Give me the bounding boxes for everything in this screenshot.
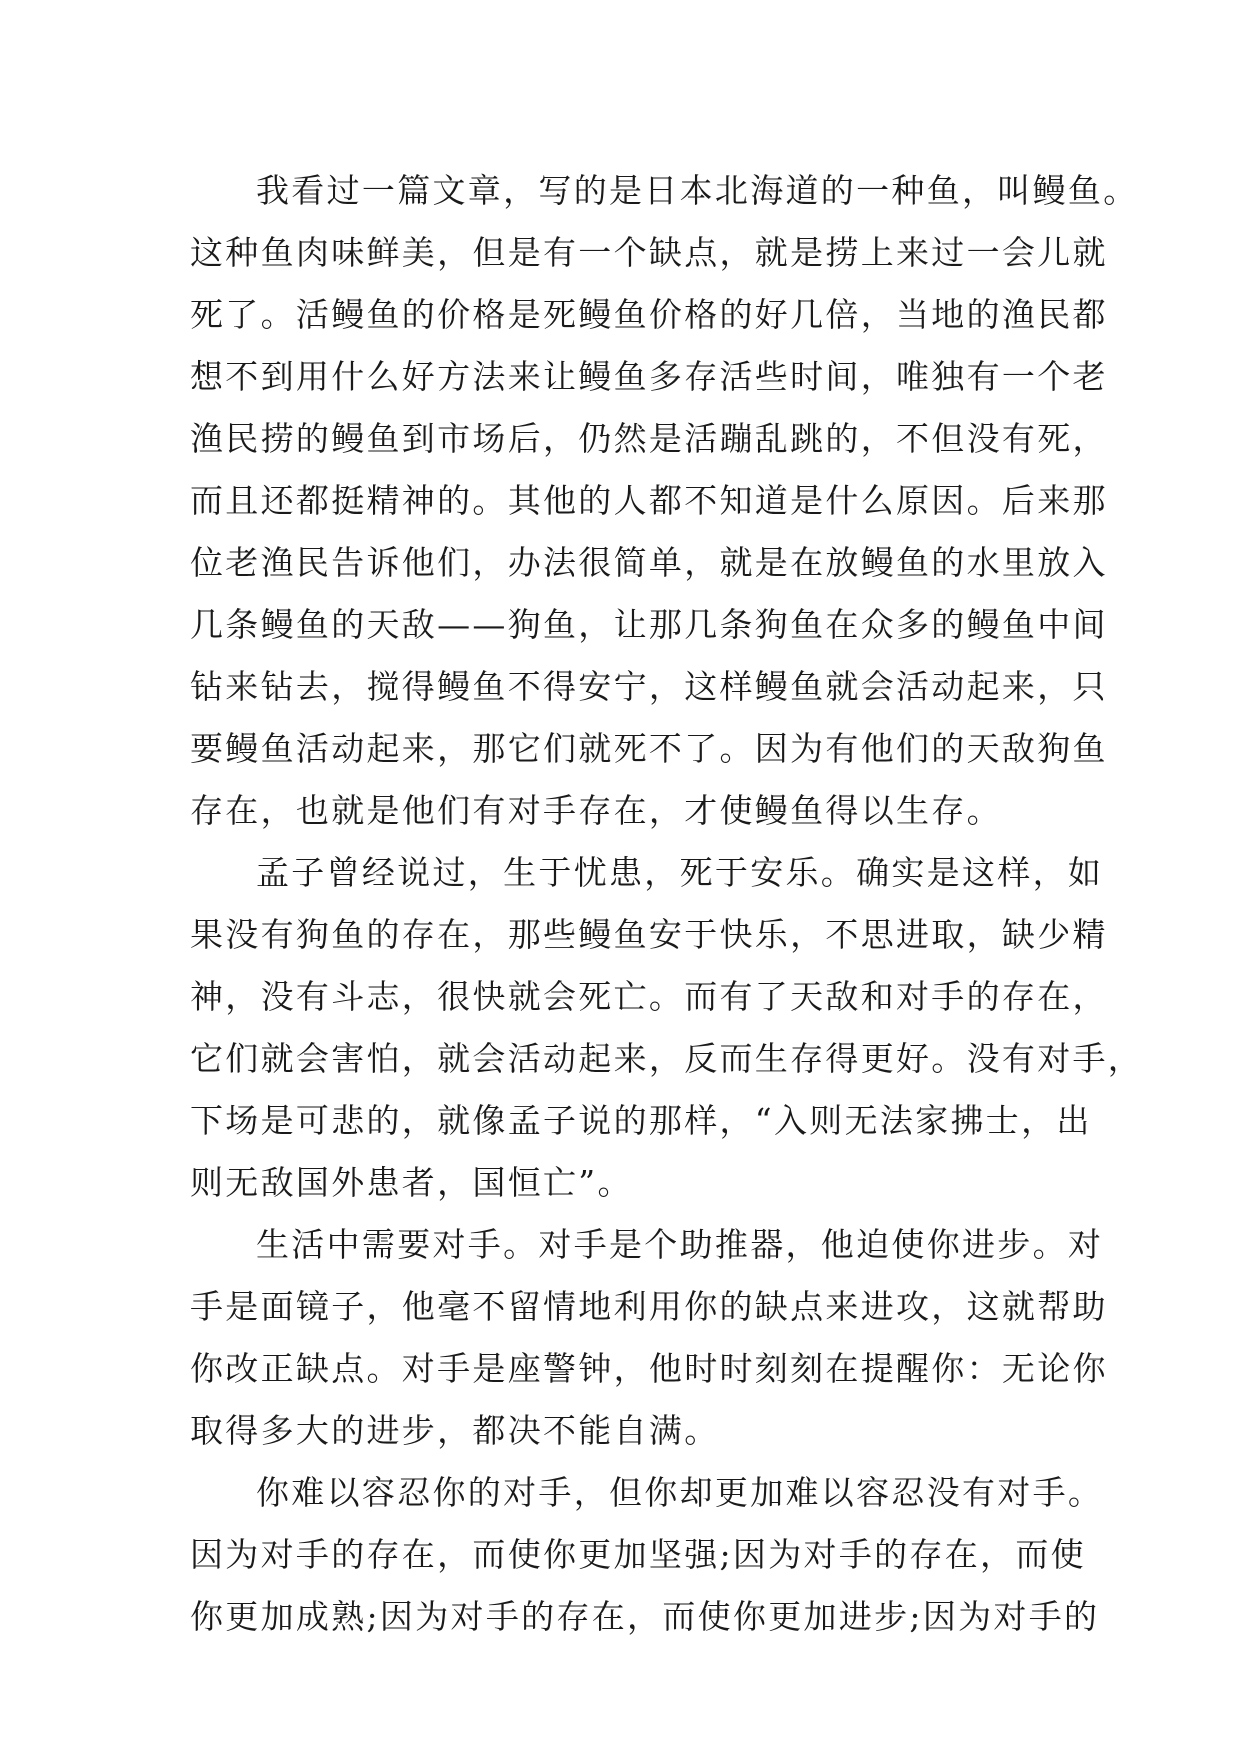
text-line: 渔民捞的鳗鱼到市场后，仍然是活蹦乱跳的，不但没有死，	[190, 419, 1108, 458]
text-line: 钻来钻去，搅得鳗鱼不得安宁，这样鳗鱼就会活动起来，只	[190, 667, 1108, 706]
text-line: 你难以容忍你的对手，但你却更加难以容忍没有对手。	[256, 1473, 1104, 1512]
document-body	[190, 160, 1144, 1648]
text-line: 神，没有斗志，很快就会死亡。而有了天敌和对手的存在，	[190, 977, 1108, 1016]
text-line: 生活中需要对手。对手是个助推器，他迫使你进步。对	[256, 1225, 1104, 1264]
text-line: 因为对手的存在，而使你更加坚强;因为对手的存在，而使	[190, 1535, 1086, 1574]
text-line: 这种鱼肉味鲜美，但是有一个缺点，就是捞上来过一会儿就	[190, 233, 1108, 272]
text-line: 而且还都挺精神的。其他的人都不知道是什么原因。后来那	[190, 481, 1108, 520]
text-line: 几条鳗鱼的天敌——狗鱼，让那几条狗鱼在众多的鳗鱼中间	[190, 605, 1108, 644]
text-line: 果没有狗鱼的存在，那些鳗鱼安于快乐，不思进取，缺少精	[190, 915, 1108, 954]
text-line: 下场是可悲的，就像孟子说的那样，“入则无法家拂士，出	[190, 1101, 1092, 1140]
text-line: 你改正缺点。对手是座警钟，他时时刻刻在提醒你：无论你	[190, 1349, 1108, 1388]
text-line: 位老渔民告诉他们，办法很简单，就是在放鳗鱼的水里放入	[190, 543, 1108, 582]
text-line: 想不到用什么好方法来让鳗鱼多存活些时间，唯独有一个老	[190, 357, 1108, 396]
text-line: 孟子曾经说过，生于忧患，死于安乐。确实是这样，如	[256, 853, 1104, 892]
text-line: 则无敌国外患者，国恒亡”。	[190, 1163, 633, 1202]
text-line: 手是面镜子，他毫不留情地利用你的缺点来进攻，这就帮助	[190, 1287, 1108, 1326]
text-line: 它们就会害怕，就会活动起来，反而生存得更好。没有对手，	[190, 1039, 1144, 1078]
text-line: 死了。活鳗鱼的价格是死鳗鱼价格的好几倍，当地的渔民都	[190, 295, 1108, 334]
text-line: 要鳗鱼活动起来，那它们就死不了。因为有他们的天敌狗鱼	[190, 729, 1108, 768]
text-line: 我看过一篇文章，写的是日本北海道的一种鱼，叫鳗鱼。	[256, 171, 1139, 210]
text-line: 取得多大的进步，都决不能自满。	[190, 1411, 720, 1450]
text-line: 你更加成熟;因为对手的存在，而使你更加进步;因为对手的	[190, 1597, 1100, 1636]
text-line: 存在，也就是他们有对手存在，才使鳗鱼得以生存。	[190, 791, 1002, 830]
